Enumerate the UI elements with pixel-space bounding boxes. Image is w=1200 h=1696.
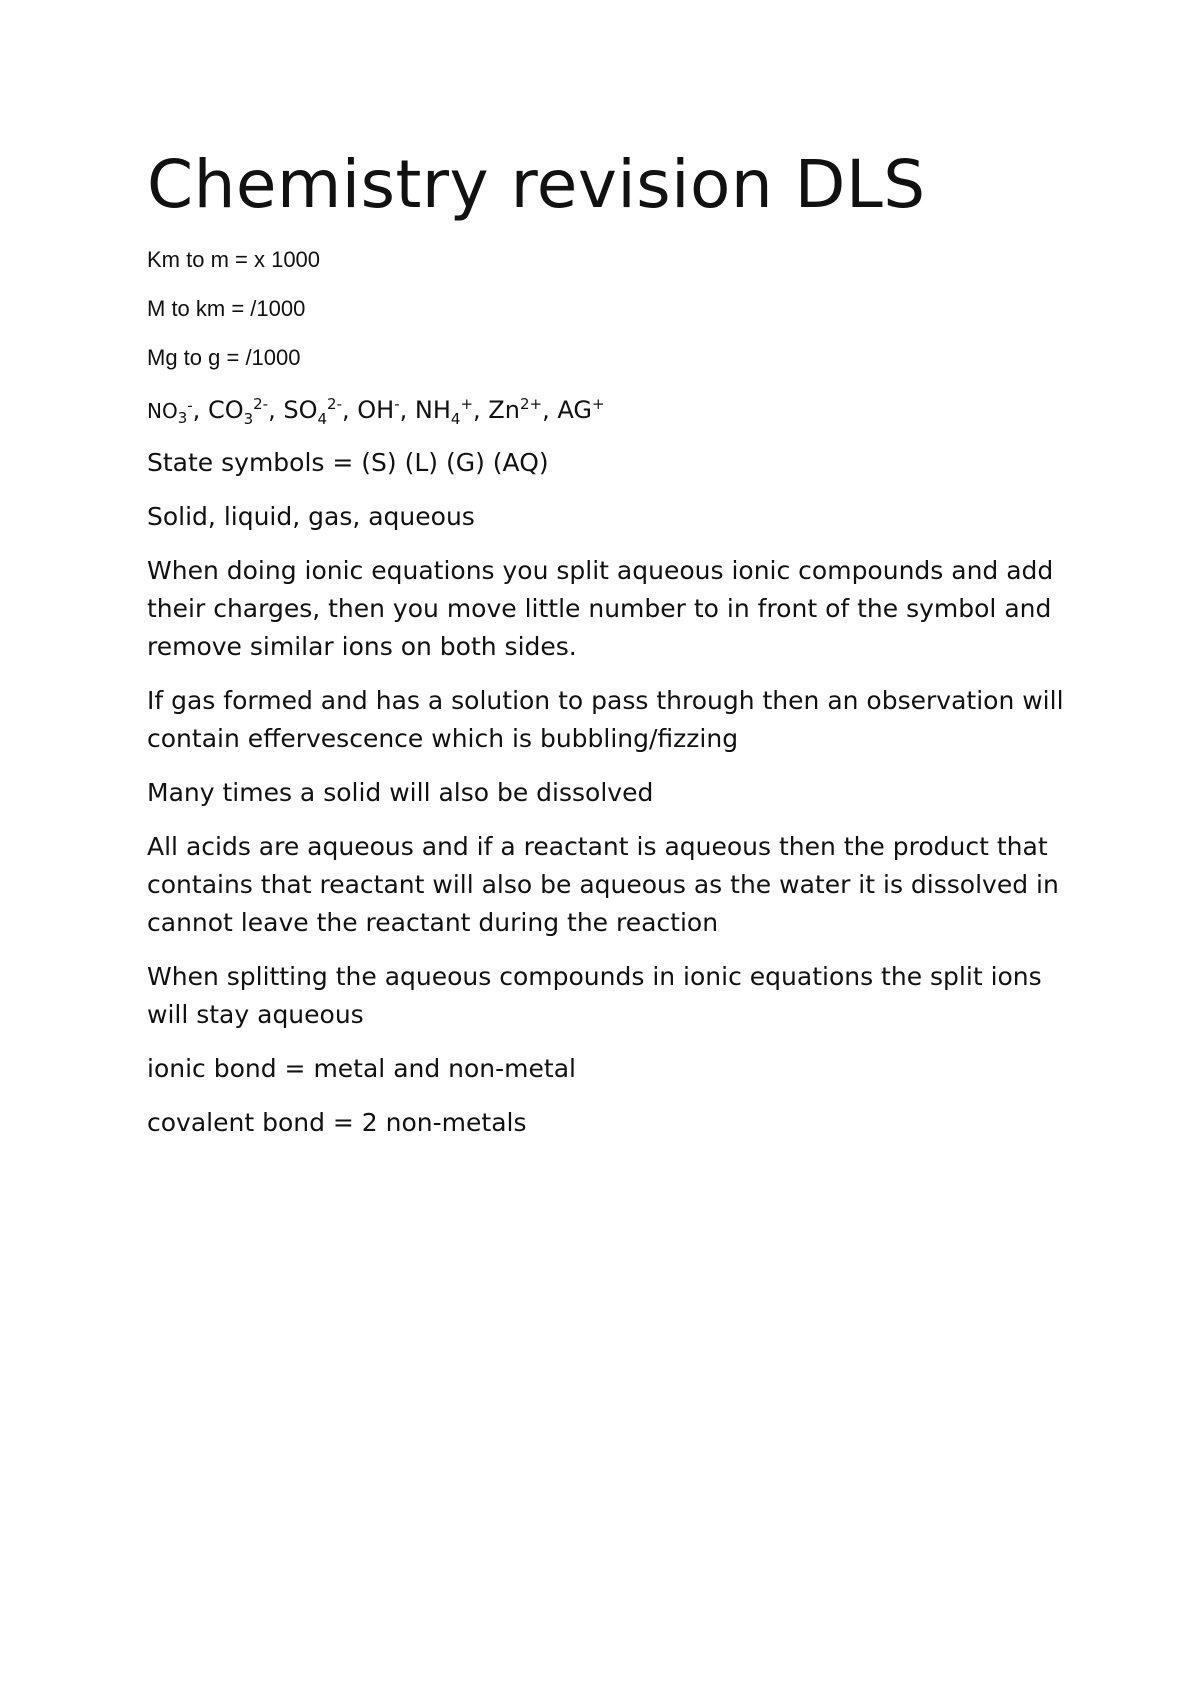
ion-formula: $NH_4^+$ bbox=[414, 395, 474, 428]
note-paragraph: covalent bond = 2 non-metals bbox=[147, 1108, 527, 1137]
note-paragraph: When doing ionic equations you split aqueous ionic compounds and add their charges, then you move little number to in front of the symbol and remove similar ions on both sides. bbox=[147, 556, 1054, 661]
note-paragraph: If gas formed and has a solution to pass through then an observation will contain effervescence which is bubbling/fizzing bbox=[147, 686, 1064, 753]
note-paragraph: When splitting the aqueous compounds in ionic equations the split ions will stay aqueous bbox=[147, 962, 1042, 1029]
ion-formula: $NO_3^-$ bbox=[147, 396, 193, 427]
note-paragraph: ionic bond = metal and non-metal bbox=[147, 1054, 576, 1083]
note-paragraph: All acids are aqueous and if a reactant is aqueous then the product that contains that reactant will also be aqueous as the water it is dissolved in cannot leave the reactant during the reaction bbox=[147, 832, 1059, 937]
note-paragraph: Solid, liquid, gas, aqueous bbox=[147, 502, 475, 531]
ion-formula: OH- bbox=[357, 395, 400, 424]
page-title: Chemistry revision DLS bbox=[147, 146, 926, 223]
note-paragraph: Many times a solid will also be dissolved bbox=[147, 778, 654, 807]
note-paragraph: State symbols = (S) (L) (G) (AQ) bbox=[147, 448, 549, 477]
ion-formula: AG+ bbox=[557, 395, 605, 424]
conversion-line: Km to m = x 1000 bbox=[147, 247, 321, 272]
conversion-line: M to km = /1000 bbox=[147, 296, 306, 321]
ion-formula: $CO_3^{2-}$ bbox=[207, 395, 269, 428]
ion-formula: $SO_4^{2-}$ bbox=[283, 395, 343, 428]
ion-formula: $Zn^{2+}$ bbox=[488, 395, 543, 424]
ion-list: $NO_3^-$, $CO_3^{2-}$, $SO_4^{2-}$, OH-, $NH_4^+$, $Zn^{2+}$, AG+ bbox=[147, 395, 605, 428]
document-page bbox=[147, 140, 1067, 1158]
conversion-line: Mg to g = /1000 bbox=[147, 345, 301, 370]
